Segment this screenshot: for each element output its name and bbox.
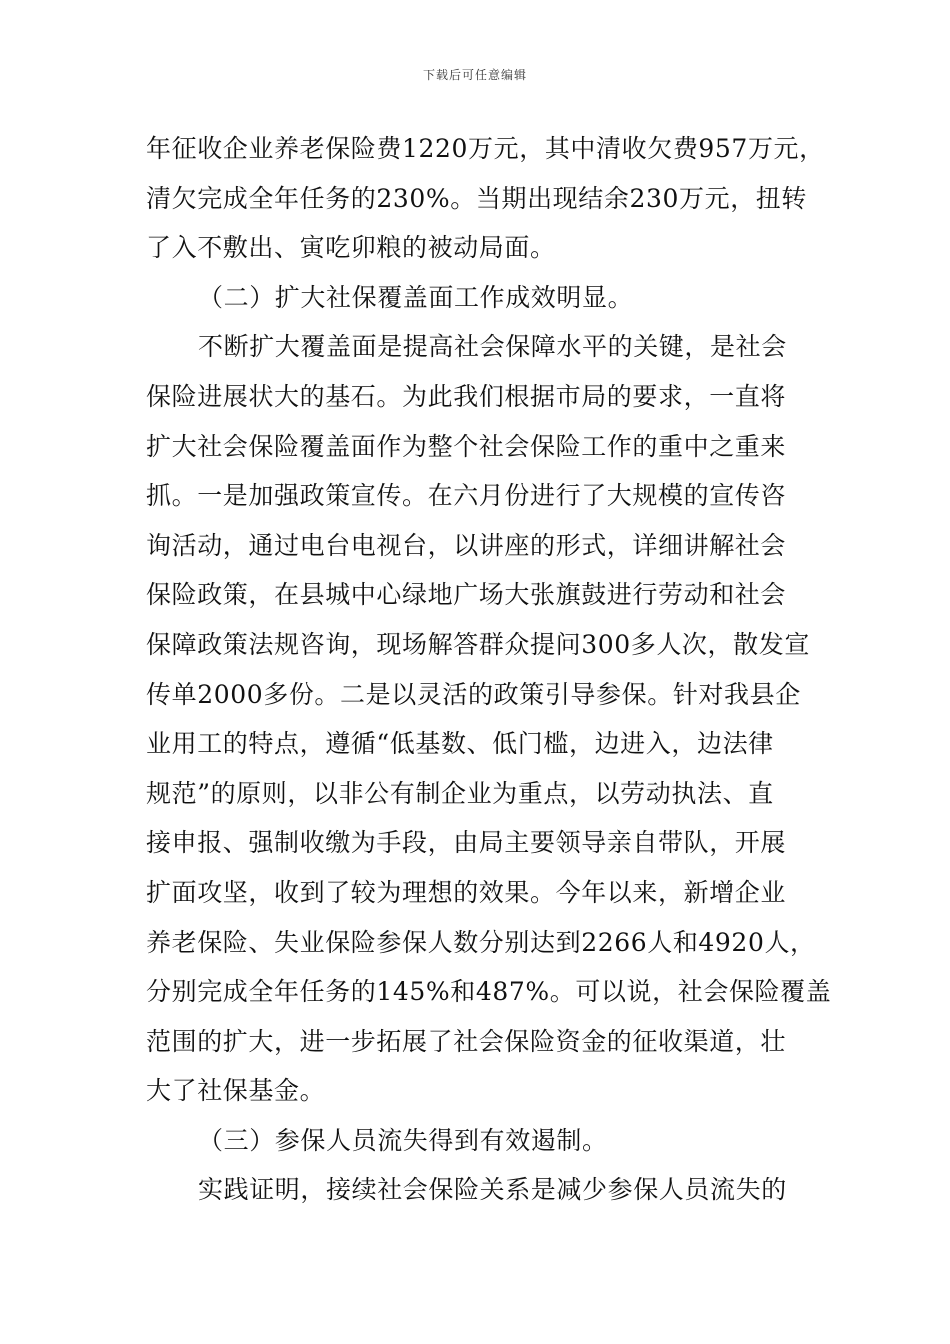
text-line: 大了社保基金。 — [146, 1076, 326, 1106]
text-line: 接申报、强制收缴为手段，由局主要领导亲自带队，开展 — [146, 828, 787, 858]
text-line: 抓。一是加强政策宣传。在六月份进行了大规模的宣传咨 — [146, 481, 787, 511]
text-line: 范围的扩大，进一步拓展了社会保险资金的征收渠道，壮 — [146, 1026, 787, 1056]
text-line: 保险政策，在县城中心绿地广场大张旗鼓进行劳动和社会 — [146, 580, 787, 610]
text-line: 清欠完成全年任务的230%。当期出现结余230万元，扭转 — [146, 183, 807, 213]
text-line: 养老保险、失业保险参保人数分别达到2266人和4920人， — [146, 927, 816, 957]
text-line: 了入不敷出、寅吃卯粮的被动局面。 — [146, 233, 556, 263]
text-line: 规范”的原则，以非公有制企业为重点，以劳动执法、直 — [146, 778, 774, 808]
text-line: 保险进展状大的基石。为此我们根据市局的要求，一直将 — [146, 381, 787, 411]
text-line: 不断扩大覆盖面是提高社会保障水平的关键，是社会 — [198, 332, 787, 362]
section-heading-3: （三）参保人员流失得到有效遏制。 — [198, 1125, 608, 1155]
document-body — [146, 124, 836, 1215]
page-header: 下载后可任意编辑 — [422, 68, 527, 82]
text-line: 询活动，通过电台电视台，以讲座的形式，详细讲解社会 — [146, 530, 787, 560]
text-line: 保障政策法规咨询，现场解答群众提问300多人次，散发宣 — [146, 629, 810, 659]
text-line: 实践证明，接续社会保险关系是减少参保人员流失的 — [198, 1175, 787, 1205]
text-line: 业用工的特点，遵循“低基数、低门槛，边进入，边法律 — [146, 729, 774, 759]
text-line: 传单2000多份。二是以灵活的政策引导参保。针对我县企 — [146, 679, 801, 709]
text-line: 分别完成全年任务的145%和487%。可以说，社会保险覆盖 — [146, 977, 832, 1007]
text-line: 扩大社会保险覆盖面作为整个社会保险工作的重中之重来 — [146, 431, 787, 461]
text-line: 年征收企业养老保险费1220万元，其中清收欠费957万元， — [146, 134, 825, 163]
section-heading-2: （二）扩大社保覆盖面工作成效明显。 — [198, 282, 634, 312]
text-line: 扩面攻坚，收到了较为理想的效果。今年以来，新增企业 — [146, 877, 787, 907]
